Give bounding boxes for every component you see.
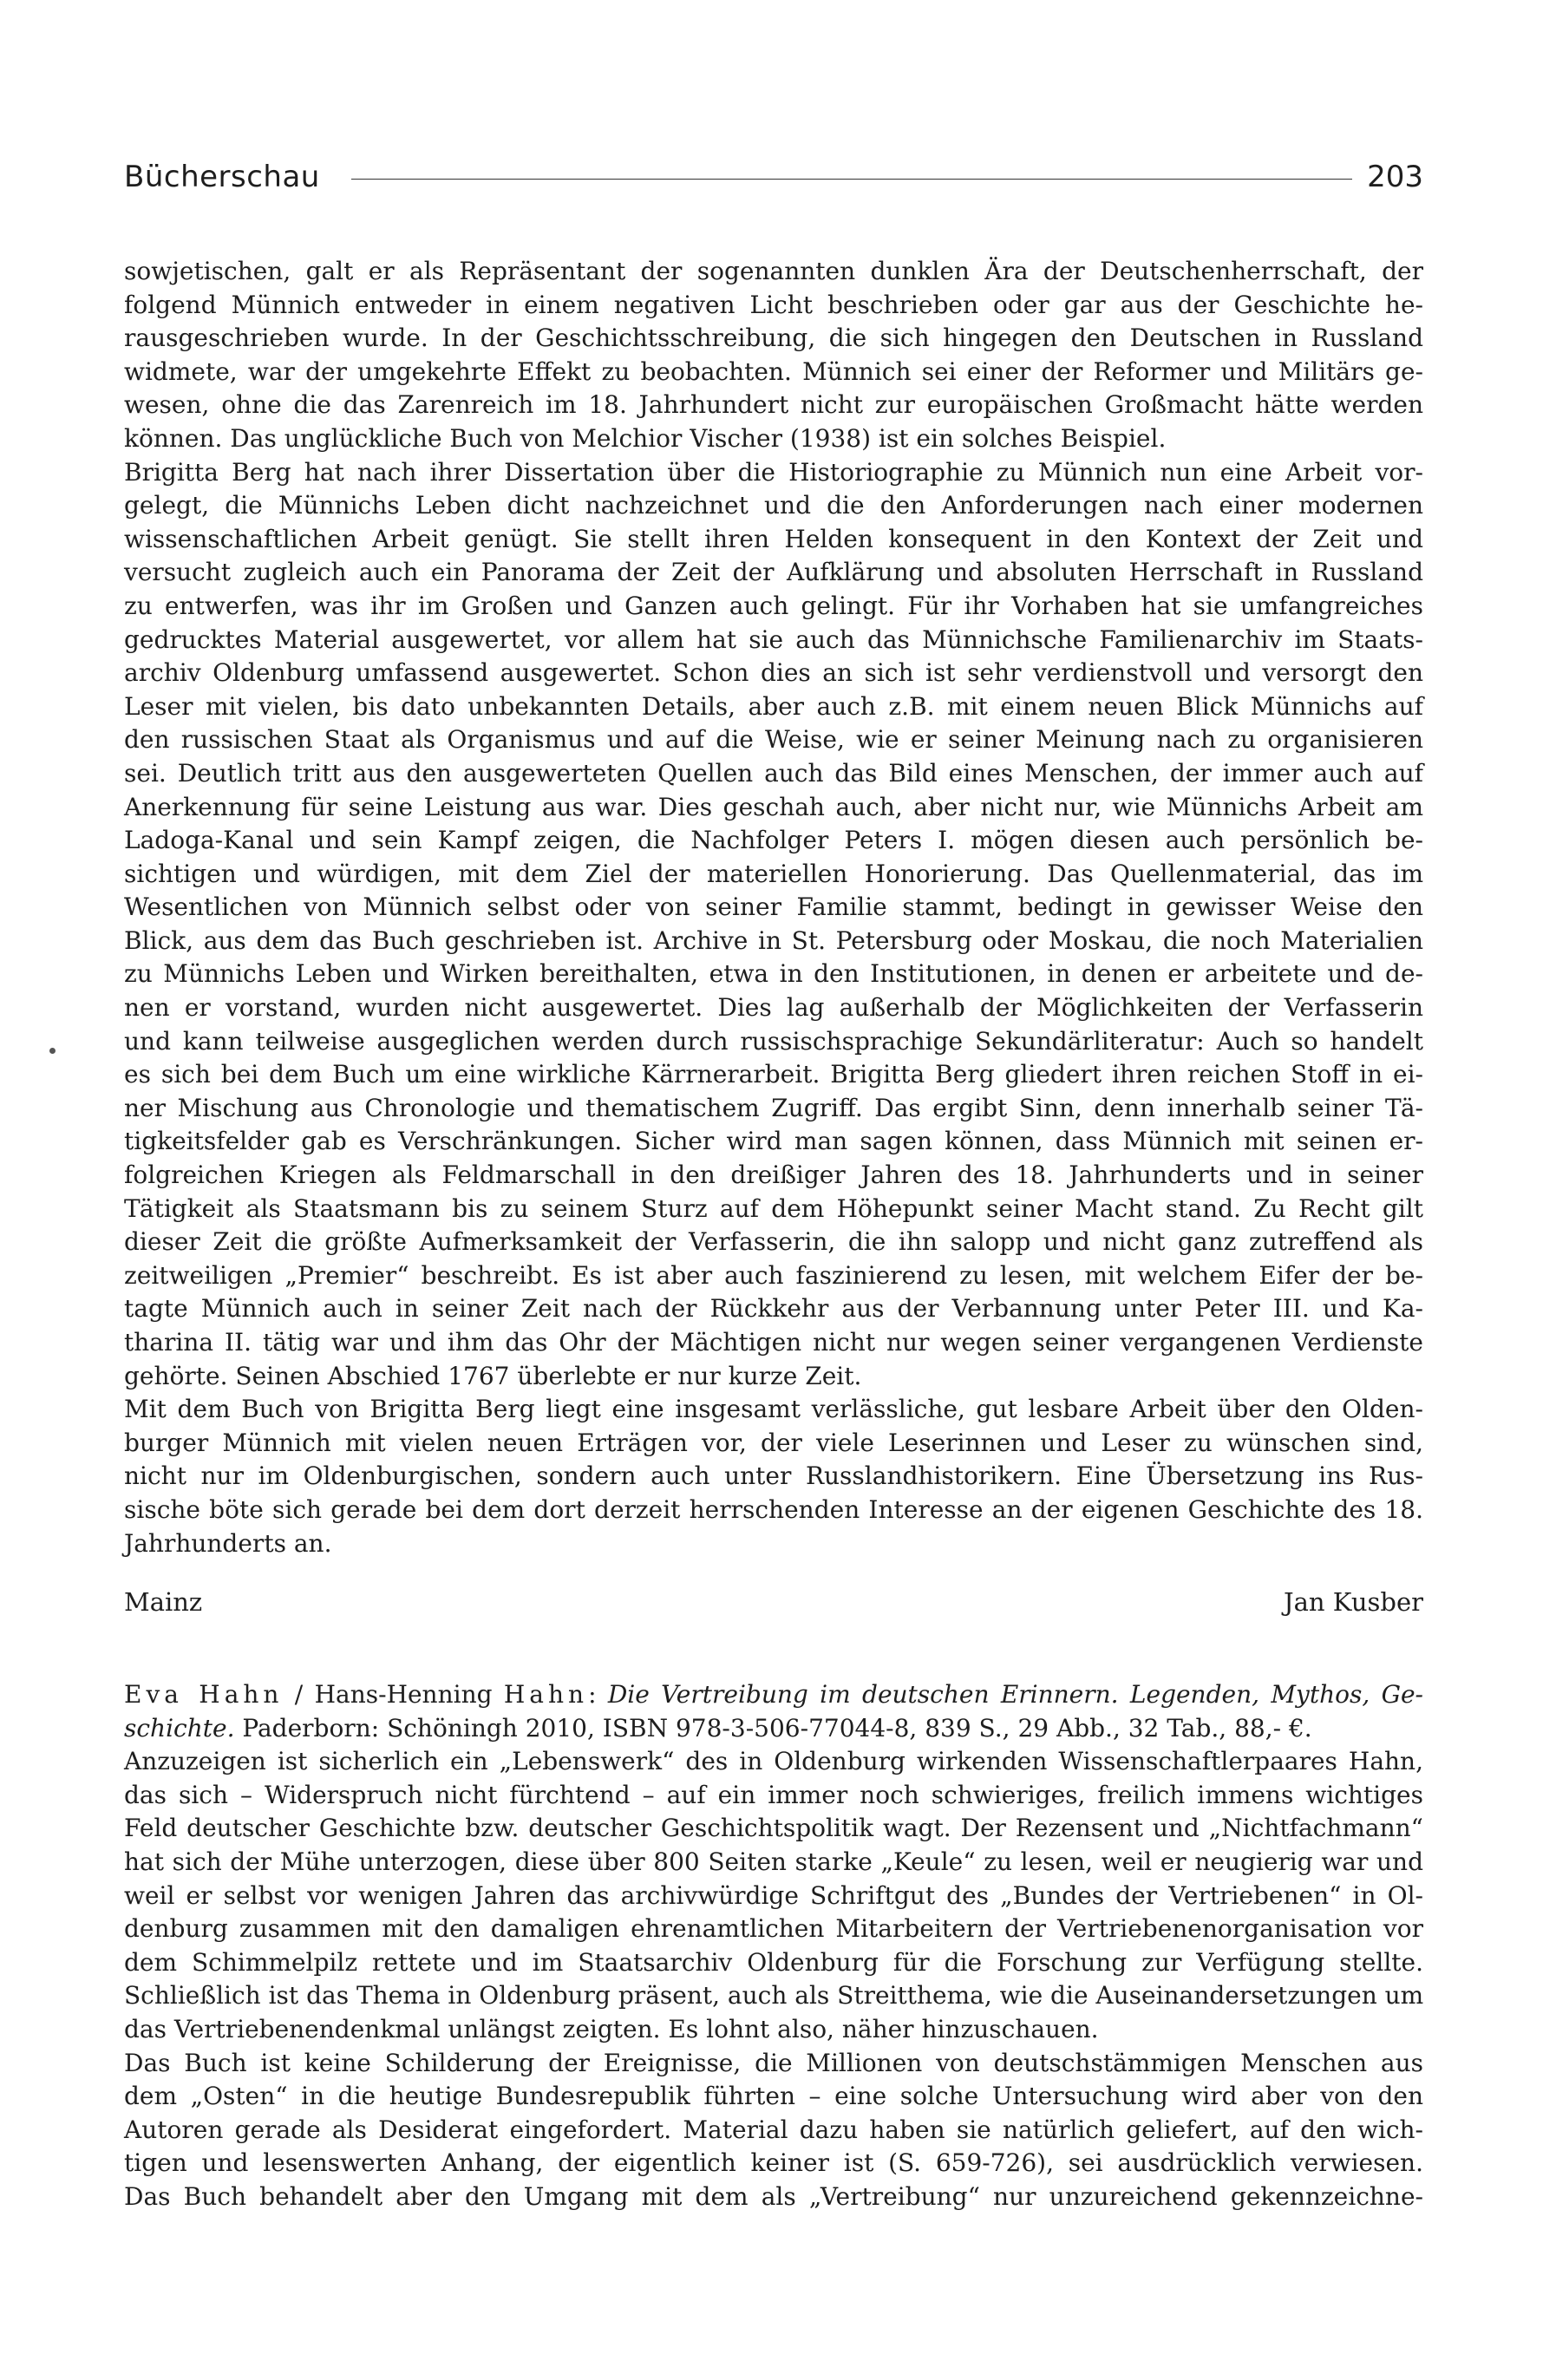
text-line: Blick, aus dem das Buch geschrieben ist. Archive in St. Petersburg oder Moskau, die noch Materialien	[124, 925, 1423, 955]
text-line: ner Mischung aus Chronologie und thematischem Zugriff. Das ergibt Sinn, denn innerhalb seiner Tä-	[124, 1093, 1423, 1122]
text-line: gehörte. Seinen Abschied 1767 überlebte er nur kurze Zeit.	[124, 1361, 862, 1390]
citation-author-2-first: Hans-Henning	[314, 1680, 504, 1709]
citation-colon: :	[588, 1680, 608, 1709]
text-line: zeitweiligen „Premier“ beschreibt. Es ist aber auch faszinierend zu lesen, mit welchem Eifer der be-	[124, 1260, 1423, 1290]
text-line: dem Schimmelpilz rettete und im Staatsarchiv Oldenburg für die Forschung zur Verfügung stellte.	[124, 1947, 1423, 1977]
text-line: es sich bei dem Buch um eine wirkliche Kärrnerarbeit. Brigitta Berg gliedert ihren reichen Stoff in ei-	[124, 1060, 1423, 1089]
text-line: weil er selbst vor wenigen Jahren das archivwürdige Schriftgut des „Bundes der Vertriebenen“ in Ol-	[124, 1880, 1423, 1910]
text-line: gelegt, die Münnichs Leben dicht nachzeichnet und die den Anforderungen nach einer modernen	[124, 491, 1423, 520]
text-line: Anerkennung für seine Leistung aus war. Dies geschah auch, aber nicht nur, wie Münnichs Arbeit am	[124, 792, 1423, 821]
review-place: Mainz	[124, 1587, 203, 1617]
text-line: Ladoga-Kanal und sein Kampf zeigen, die Nachfolger Peters I. mögen diesen auch persönlich be-	[124, 826, 1423, 855]
text-line: tharina II. tätig war und ihm das Ohr der Mächtigen nicht nur wegen seiner vergangenen Verdienste	[124, 1328, 1423, 1357]
text-line: rausgeschrieben wurde. In der Geschichtsschreibung, die sich hingegen den Deutschen in Russland	[124, 324, 1423, 353]
text-line: das sich – Widerspruch nicht fürchtend – auf ein immer noch schwieriges, freilich immens wichtiges	[124, 1780, 1423, 1809]
text-line: dieser Zeit die größte Aufmerksamkeit der Verfasserin, die ihn salopp und nicht ganz zutreffend als	[124, 1227, 1423, 1257]
text-line: Jahrhunderts an.	[124, 1528, 332, 1558]
text-line: Schließlich ist das Thema in Oldenburg präsent, auch als Streitthema, wie die Auseinandersetzungen um	[124, 1981, 1424, 2011]
text-line: tigkeitsfelder gab es Verschränkungen. Sicher wird man sagen können, dass Münnich mit seinen er-	[124, 1127, 1423, 1156]
text-line: archiv Oldenburg umfassend ausgewertet. Schon dies an sich ist sehr verdienstvoll und versorgt den	[124, 658, 1423, 688]
text-line: folgend Münnich entweder in einem negativen Licht beschrieben oder gar aus der Geschichte he-	[124, 290, 1423, 319]
text-line: gedrucktes Material ausgewertet, vor allem hat sie auch das Münnichsche Familienarchiv im Staats-	[124, 624, 1423, 654]
text-line: nicht nur im Oldenburgischen, sondern auch unter Russlandhistorikern. Eine Übersetzung ins Rus-	[124, 1461, 1423, 1491]
text-line: tigen und lesenswerten Anhang, der eigentlich keiner ist (S. 659-726), sei ausdrücklich verwiesen.	[124, 2148, 1423, 2178]
citation-publication: Paderborn: Schöningh 2010, ISBN 978-3-506-77044-8, 839 S., 29 Abb., 32 Tab., 88,- €.	[234, 1713, 1312, 1742]
citation-line-1	[124, 1678, 1423, 1712]
reviewer-name: Jan Kusber	[1284, 1587, 1423, 1617]
text-line: sowjetischen, galt er als Repräsentant der sogenannten dunklen Ära der Deutschenherrschaft, der	[124, 257, 1423, 285]
citation-author-1: Eva Hahn	[124, 1680, 284, 1709]
scan-speck	[49, 1048, 56, 1054]
text-line: Tätigkeit als Staatsmann bis zu seinem Sturz auf dem Höhepunkt seiner Macht stand. Zu Recht gilt	[124, 1193, 1423, 1223]
citation-author-2-last: Hahn	[503, 1680, 589, 1709]
text-line: zu Münnichs Leben und Wirken bereithalten, etwa in den Institutionen, in denen er arbeitete und de-	[124, 959, 1423, 989]
text-line: nen er vorstand, wurden nicht ausgewertet. Dies lag außerhalb der Möglichkeiten der Verfasserin	[124, 993, 1423, 1023]
text-line: das Vertriebenendenkmal unlängst zeigten. Es lohnt also, näher hinzuschauen.	[124, 2014, 1099, 2043]
text-line: folgreichen Kriegen als Feldmarschall in den dreißiger Jahren des 18. Jahrhunderts und in seiner	[124, 1161, 1423, 1190]
running-title: Bücherschau	[124, 160, 320, 194]
text-line: sei. Deutlich tritt aus den ausgewerteten Quellen auch das Bild eines Menschen, der immer auch auf	[124, 758, 1423, 788]
text-line: zu entwerfen, was ihr im Großen und Ganzen auch gelingt. Für ihr Vorhaben hat sie umfangreiches	[124, 591, 1423, 620]
text-line: hat sich der Mühe unterzogen, diese über 800 Seiten starke „Keule“ zu lesen, weil er neugierig war und	[124, 1847, 1423, 1876]
text-line: Das Buch behandelt aber den Umgang mit dem als „Vertreibung“ nur unzureichend gekennzeichne-	[124, 2181, 1423, 2211]
text-line: wesen, ohne die das Zarenreich im 18. Jahrhundert nicht zur europäischen Großmacht hätte werden	[124, 390, 1423, 420]
review-1-body	[124, 255, 1423, 1560]
text-line: den russischen Staat als Organismus und auf die Weise, wie er seiner Meinung nach zu organisieren	[124, 725, 1423, 755]
text-line: Anzuzeigen ist sicherlich ein „Lebenswerk“ des in Oldenburg wirkenden Wissenschaftlerpaares Hahn,	[124, 1747, 1423, 1776]
page-number: 203	[1367, 160, 1423, 194]
citation-line-2	[124, 1712, 1423, 1746]
text-line: können. Das unglückliche Buch von Melchior Vischer (1938) ist ein solches Beispiel.	[124, 423, 1167, 453]
text-line: dem „Osten“ in die heutige Bundesrepublik führten – eine solche Untersuchung wird aber von den	[124, 2082, 1423, 2111]
text-line: Leser mit vielen, bis dato unbekannten Details, aber auch z.B. mit einem neuen Blick Münnichs auf	[124, 691, 1423, 721]
header-rule	[351, 179, 1352, 180]
text-line: Mit dem Buch von Brigitta Berg liegt eine insgesamt verlässliche, gut lesbare Arbeit über den Olden-	[124, 1395, 1423, 1424]
text-line: Brigitta Berg hat nach ihrer Dissertation über die Historiographie zu Münnich nun eine Arbeit vor-	[124, 457, 1423, 487]
text-line: denburg zusammen mit den damaligen ehrenamtlichen Mitarbeitern der Vertriebenenorganisation vor	[124, 1914, 1423, 1944]
text-line: Feld deutscher Geschichte bzw. deutscher Geschichtspolitik wagt. Der Rezensent und „Nichtfachmann“	[124, 1814, 1423, 1843]
text-line: wissenschaftlichen Arbeit genügt. Sie stellt ihren Helden konsequent in den Kontext der Zeit und	[124, 524, 1423, 553]
text-line: Autoren gerade als Desiderat eingefordert. Material dazu haben sie natürlich geliefert, auf den wich-	[124, 2115, 1423, 2144]
citation-title-1: Die Vertreibung im deutschen Erinnern. Legenden, Mythos, Ge-	[607, 1680, 1423, 1709]
review-1-signoff	[124, 1583, 1423, 1621]
text-line: versucht zugleich auch ein Panorama der Zeit der Aufklärung und absoluten Herrschaft in Russland	[124, 558, 1423, 587]
text-line: sichtigen und würdigen, mit dem Ziel der materiellen Honorierung. Das Quellenmaterial, das im	[124, 859, 1423, 888]
text-line: tagte Münnich auch in seiner Zeit nach der Rückkehr aus der Verbannung unter Peter III. und Ka-	[124, 1294, 1423, 1324]
review-2	[124, 1678, 1423, 2214]
text-line: Wesentlichen von Münnich selbst oder von seiner Familie stammt, bedingt in gewisser Weise den	[124, 892, 1423, 922]
citation-separator: /	[283, 1680, 315, 1709]
text-line: sische böte sich gerade bei dem dort derzeit herrschenden Interesse an der eigenen Geschichte des 18.	[124, 1494, 1423, 1524]
text-line: und kann teilweise ausgeglichen werden durch russischsprachige Sekundärliteratur: Auch so handelt	[124, 1026, 1423, 1056]
text-line: widmete, war der umgekehrte Effekt zu beobachten. Münnich sei einer der Reformer und Militärs ge-	[124, 356, 1423, 386]
citation-title-2: schichte.	[124, 1713, 235, 1742]
running-header	[124, 153, 1423, 201]
text-line: Das Buch ist keine Schilderung der Ereignisse, die Millionen von deutschstämmigen Menschen aus	[124, 2048, 1423, 2077]
review-2-body	[124, 1745, 1423, 2213]
text-line: burger Münnich mit vielen neuen Erträgen vor, der viele Leserinnen und Leser zu wünschen sind,	[124, 1428, 1423, 1457]
